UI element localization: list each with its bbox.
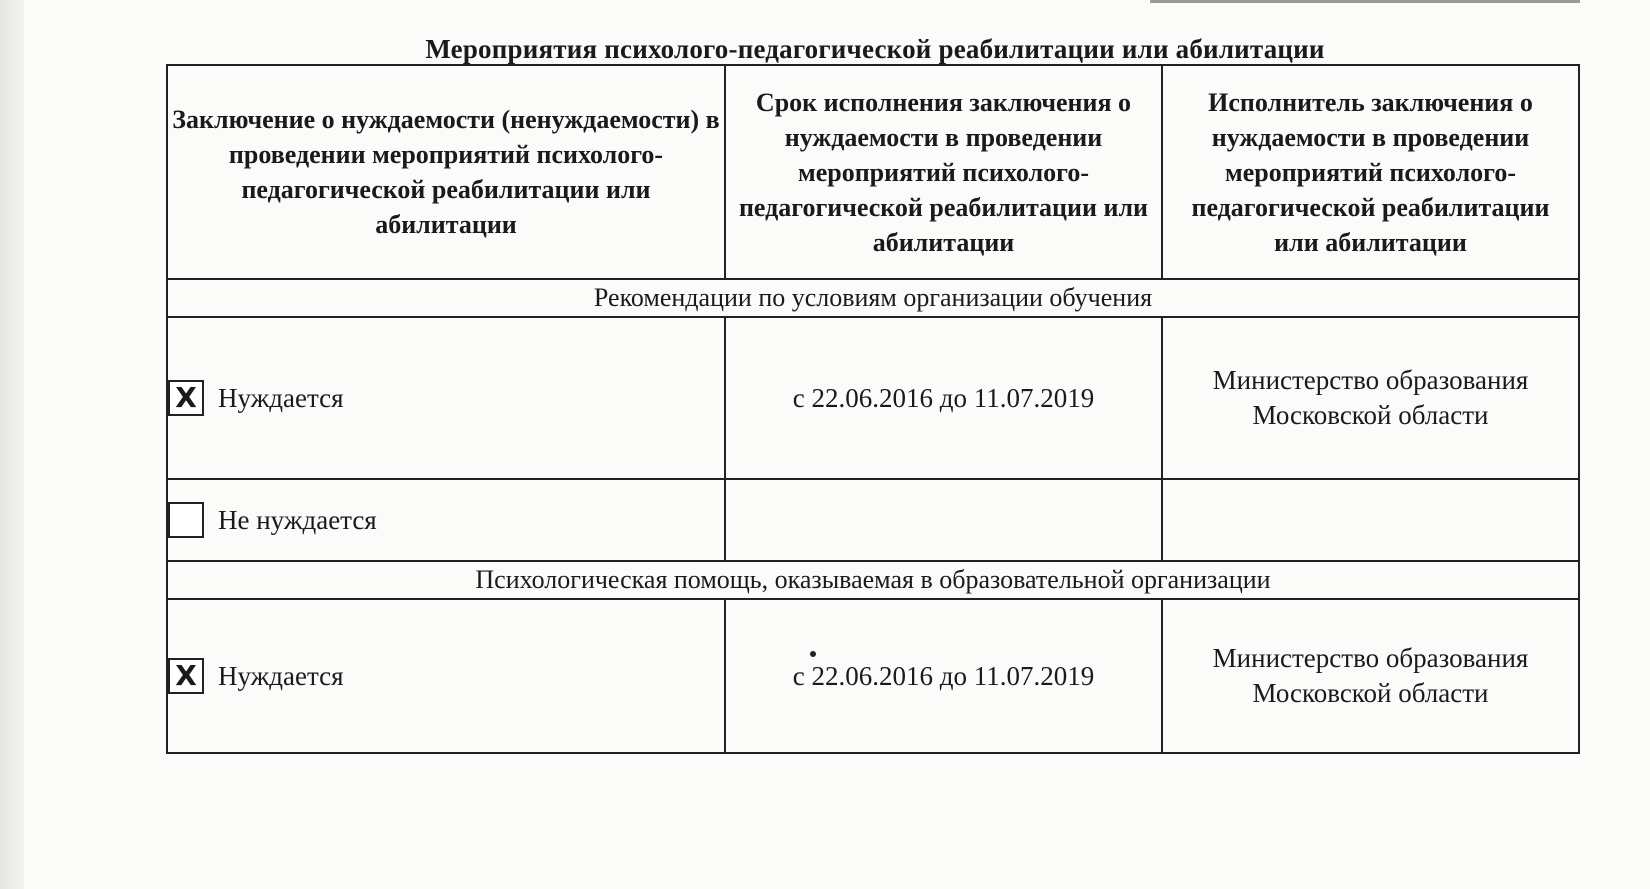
conclusion-cell [167, 599, 725, 753]
ink-speck [810, 651, 816, 657]
option-label: Нуждается [218, 660, 344, 691]
table-row [167, 599, 1579, 753]
table-row [167, 479, 1579, 561]
column-header-term: Срок исполнения заключения о нуждаемости в проведении мероприятий психолого-педагогической реабилитации или абилитации [725, 65, 1162, 279]
top-rule [1150, 0, 1580, 3]
not-needs-checkbox[interactable] [168, 502, 204, 538]
needs-checkbox[interactable]: X [168, 380, 204, 416]
conclusion-cell [167, 317, 725, 479]
option-label: Не нуждается [218, 504, 377, 535]
column-header-conclusion: Заключение о нуждаемости (ненуждаемости) в проведении мероприятий психолого-педагогической реабилитации или абилитации [167, 65, 725, 279]
conclusion-cell [167, 479, 725, 561]
executor-cell [1162, 479, 1579, 561]
header-row [167, 65, 1579, 279]
term-cell [725, 479, 1162, 561]
term-cell: с 22.06.2016 до 11.07.2019 [725, 317, 1162, 479]
executor-cell: Министерство образования Московской области [1162, 599, 1579, 753]
section-title-psychological-help: Психологическая помощь, оказываемая в образовательной организации [167, 561, 1579, 599]
section-title-learning-conditions: Рекомендации по условиям организации обучения [167, 279, 1579, 317]
term-cell: с 22.06.2016 до 11.07.2019 [725, 599, 1162, 753]
rehabilitation-table [166, 64, 1580, 754]
table-row [167, 317, 1579, 479]
column-header-executor: Исполнитель заключения о нуждаемости в проведении мероприятий психолого-педагогической реабилитации или абилитации [1162, 65, 1579, 279]
section-row [167, 561, 1579, 599]
document-title: Мероприятия психолого-педагогической реабилитации или абилитации [425, 34, 1325, 64]
executor-cell: Министерство образования Московской области [1162, 317, 1579, 479]
needs-checkbox[interactable]: X [168, 658, 204, 694]
option-label: Нуждается [218, 382, 344, 413]
section-row [167, 279, 1579, 317]
scan-edge [0, 0, 24, 889]
